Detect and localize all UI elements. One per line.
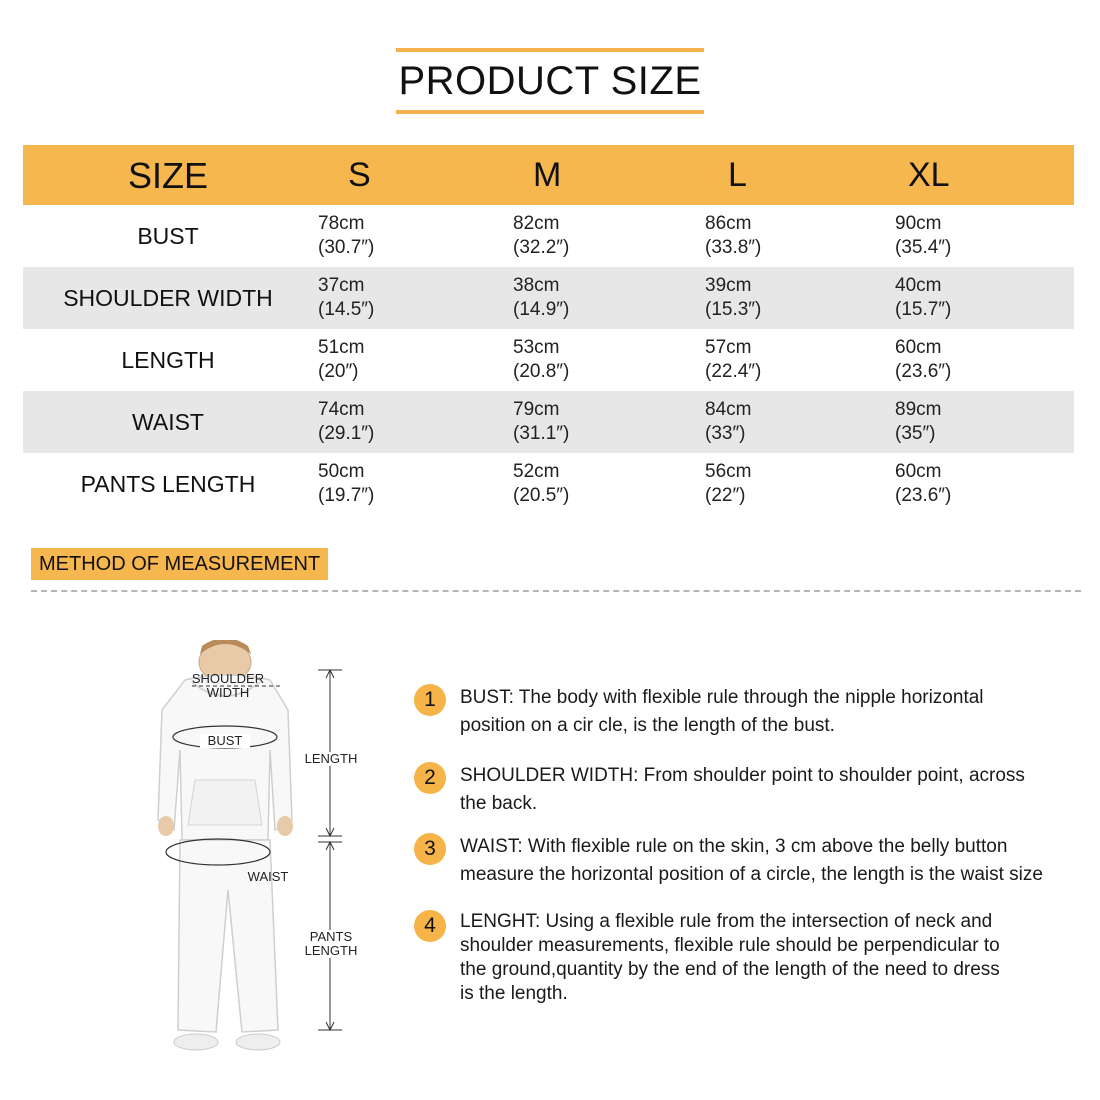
note-number-badge: 2 (414, 762, 446, 794)
cell-m: 79cm (31.1″) (513, 399, 570, 444)
method-heading: METHOD OF MEASUREMENT (31, 548, 328, 580)
figure-label-bust: BUST (200, 734, 250, 748)
table-row (23, 205, 1074, 267)
cell-l: 86cm (33.8″) (705, 213, 762, 258)
cell-l: 57cm (22.4″) (705, 337, 762, 382)
row-label: SHOULDER WIDTH (63, 284, 273, 311)
note-text: WAIST: With flexible rule on the skin, 3 cm above the belly button measure the horizontal position of a circle, the length is the waist size (460, 836, 1043, 885)
section-divider (31, 590, 1081, 592)
table-row (23, 267, 1074, 329)
table-row (23, 453, 1074, 515)
note-text: SHOULDER WIDTH: From shoulder point to shoulder point, across the back. (460, 765, 1025, 814)
cell-s: 78cm (30.7″) (318, 213, 375, 258)
figure-label-shoulder: SHOULDER WIDTH (191, 671, 265, 700)
size-table (23, 145, 1074, 515)
note-number-badge: 4 (414, 910, 446, 942)
note-text: BUST: The body with flexible rule through the nipple horizontal position on a cir cle, is the length of the bust. (460, 687, 984, 736)
cell-m: 52cm (20.5″) (513, 461, 570, 506)
cell-m: 82cm (32.2″) (513, 213, 570, 258)
cell-l: 84cm (33″) (705, 399, 752, 444)
header-m: M (533, 155, 562, 194)
title-box (396, 48, 704, 114)
measurement-figure (130, 640, 380, 1060)
cell-l: 56cm (22″) (705, 461, 752, 506)
cell-s: 50cm (19.7″) (318, 461, 375, 506)
cell-s: 51cm (20″) (318, 337, 365, 382)
header-l: L (728, 155, 747, 194)
figure-label-pants-length: PANTS LENGTH (302, 930, 360, 958)
cell-xl: 60cm (23.6″) (895, 461, 952, 506)
cell-m: 53cm (20.8″) (513, 337, 570, 382)
page-title: PRODUCT SIZE (398, 58, 702, 103)
row-label: LENGTH (121, 346, 215, 373)
figure-label-waist: WAIST (247, 869, 289, 884)
row-label: PANTS LENGTH (80, 470, 256, 497)
cell-l: 39cm (15.3″) (705, 275, 762, 320)
note-number-badge: 3 (414, 833, 446, 865)
cell-xl: 40cm (15.7″) (895, 275, 952, 320)
table-header (23, 145, 1074, 205)
cell-s: 74cm (29.1″) (318, 399, 375, 444)
header-s: S (348, 155, 371, 194)
figure-label-length: LENGTH (302, 752, 360, 766)
cell-xl: 89cm (35″) (895, 399, 942, 444)
note-number-badge: 1 (414, 684, 446, 716)
row-label: BUST (137, 222, 199, 249)
row-label: WAIST (132, 408, 204, 435)
child-outfit-illustration (130, 640, 380, 1060)
cell-xl: 60cm (23.6″) (895, 337, 952, 382)
header-size: SIZE (127, 154, 208, 196)
note-text: LENGHT: Using a flexible rule from the intersection of neck and shoulder measurements, flexible rule should be perpendicular to the ground,quantity by the end of the length of the need to dress is the length. (460, 911, 1000, 1004)
cell-xl: 90cm (35.4″) (895, 213, 952, 258)
header-xl: XL (908, 155, 950, 194)
table-row (23, 329, 1074, 391)
table-row (23, 391, 1074, 453)
cell-m: 38cm (14.9″) (513, 275, 570, 320)
cell-s: 37cm (14.5″) (318, 275, 375, 320)
